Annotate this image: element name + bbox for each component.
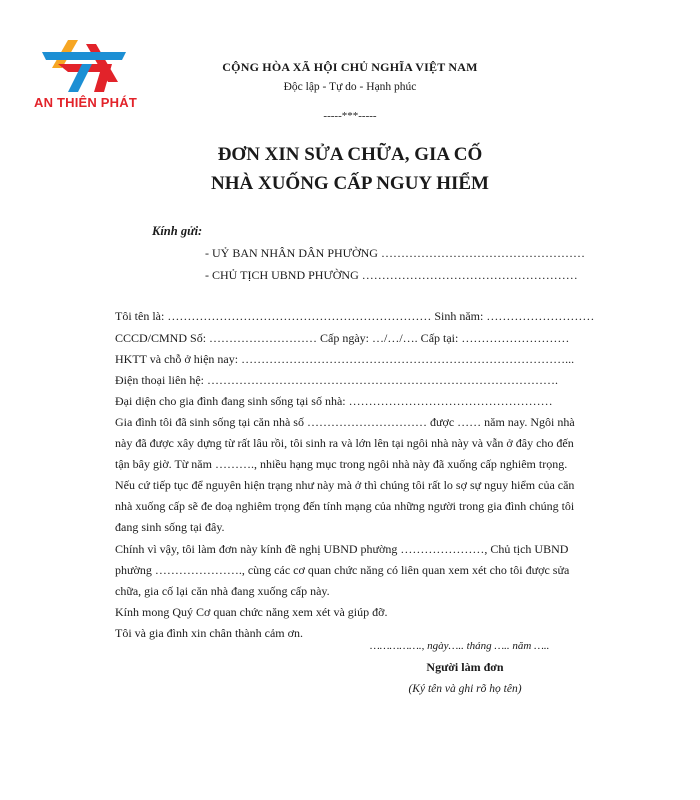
nation-header: CỘNG HÒA XÃ HỘI CHỦ NGHĨA VIỆT NAM — [222, 60, 478, 74]
separator: -----***----- — [323, 110, 377, 122]
request-paragraph-line: chữa, gia cố lại căn nhà đang xuống cấp này. — [115, 584, 330, 598]
recipient-chairman: - CHỦ TỊCH UBND PHƯỜNG ……………………………………………… — [205, 268, 578, 282]
thanks-line: Tôi và gia đình xin chân thành cảm ơn. — [115, 626, 303, 640]
body-paragraph-line: Nếu cứ tiếp tục để nguyên hiện trạng như này mà ở thì chúng tôi rất lo sợ sự nguy hiểm của căn — [115, 478, 575, 492]
house-number-line: Đại diện cho gia đình đang sinh sống tại số nhà: …………………………………………… — [115, 394, 553, 408]
request-paragraph-line: phường …………………., cùng các cơ quan chức năng có liên quan xem xét cho tôi được sửa — [115, 563, 570, 577]
company-logo — [30, 38, 137, 118]
body-paragraph-line: tận bây giờ. Từ năm ………., nhiều hạng mục trong ngôi nhà này đã xuống cấp nghiêm trọng. — [115, 457, 568, 471]
body-paragraph-line: Gia đình tôi đã sinh sống tại căn nhà số ………………………… được …… năm nay. Ngôi nhà — [115, 415, 575, 429]
document-title-line-1: ĐƠN XIN SỬA CHỮA, GIA CỐ — [217, 144, 483, 165]
recipient-ward-committee: - UỶ BAN NHÂN DÂN PHƯỜNG …………………………………………… — [205, 246, 585, 260]
applicant-name-line: Tôi tên là: ………………………………………………………… Sinh năm: ……………………… — [115, 309, 595, 323]
request-paragraph-line: Chính vì vậy, tôi làm đơn này kính đề nghị UBND phường …………………, Chủ tịch UBND — [115, 542, 569, 556]
closing-line: Kính mong Quý Cơ quan chức năng xem xét và giúp đỡ. — [115, 605, 388, 619]
logo-text: AN THIÊN PHÁT — [34, 95, 137, 110]
body-paragraph-line: đang sinh sống tại đây. — [115, 520, 225, 534]
residence-line: HKTT và chỗ ở hiện nay: ………………………………………………………………………... — [115, 352, 575, 366]
document-title-line-2: NHÀ XUỐNG CẤP NGUY HIỂM — [211, 173, 489, 194]
signature-date-line: ……………., ngày….. tháng ….. năm ….. — [370, 640, 550, 652]
signature-title: Người làm đơn — [426, 660, 504, 674]
recipient-label: Kính gửi: — [152, 224, 203, 238]
body-paragraph-line: nhà xuống cấp sẽ đe doạ nghiêm trọng đến tính mạng của những người trong gia đình chúng tôi — [115, 499, 575, 513]
motto: Độc lập - Tự do - Hạnh phúc — [283, 81, 417, 93]
signature-note: (Ký tên và ghi rõ họ tên) — [408, 683, 522, 695]
body-paragraph-line: này đã được xây dựng từ rất lâu rồi, tôi sinh ra và lớn lên tại ngôi nhà này và vẫn ở đây cho đến — [115, 436, 574, 450]
id-card-line: CCCD/CMND Số: ……………………… Cấp ngày: …/…/…. Cấp tại: ……………………… — [115, 331, 570, 345]
phone-line: Điện thoại liên hệ: ……………………………………………………………………………. — [115, 373, 558, 387]
